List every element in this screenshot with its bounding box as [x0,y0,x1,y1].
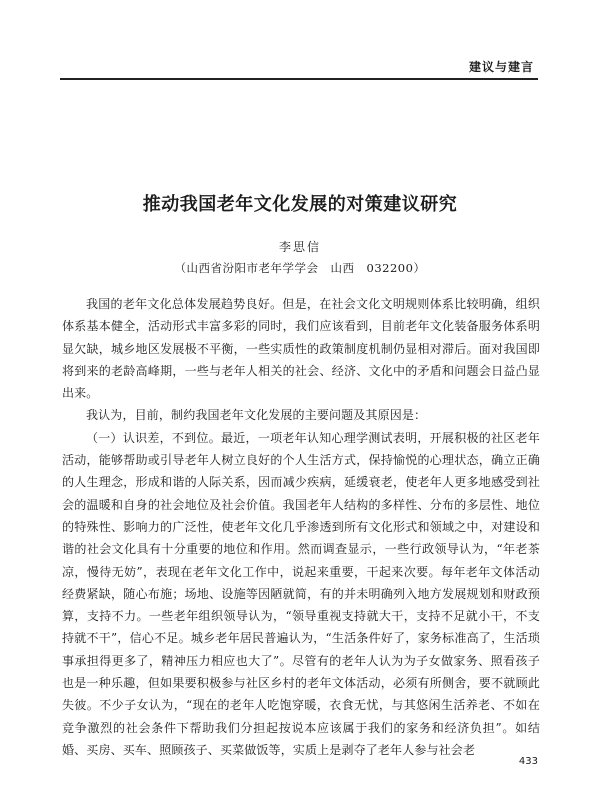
page-number: 433 [518,756,538,767]
header-rule [60,78,538,80]
author-affiliation: （山西省汾阳市老年学学会 山西 032200） [174,261,426,275]
paragraph-intro: 我国的老年文化总体发展趋势良好。但是，在社会文化文明规则体系比较明确，组织体系基本健全，活动形式丰富多彩的同时，我们应该看到，目前老年文化装备服务体系明显欠缺，城乡地区发展极不平衡，一些实质性的政策制度机制仍显相对滞后。面对我国即将到来的老龄高峰期，一些与老年人相关的社会、经济、文化中的矛盾和问题会日益凸显出来。 [62,297,540,401]
paragraph-point-one: （一）认识差，不到位。最近，一项老年认知心理学测试表明，开展积极的社区老年活动，能够帮助或引导老年人树立良好的个人生活方式，保持愉悦的心理状态，确立正确的人生理念，形成和谐的人际关系，因而减少疾病，延缓衰老，使老年人更多地感受到社会的温暖和自身的社会地位及社会价值。我国老年人结构的多样性、分布的多层性、地位的特殊性、影响力的广泛性，使老年文化几乎渗透到所有文化形式和领域之中，对建设和谐的社会文化具有十分重要的地位和作用。然而调查显示，一些行政领导认为，“年老茶凉，慢待无妨”，表现在老年文化工作中，说起来重要，干起来次要。每年老年文体活动经费紧缺，随心布施；场地、设施等因陋就简，有的并未明确列入地方发展规划和财政预算，支持不力。一些老年组织领导认为，“领导重视支持就大干，支持不足就小干，不支持就不干”，信心不足。城乡老年居民普遍认为，“生活条件好了，家务标准高了，生活琐事承担得更多了，精神压力相应也大了”。尽管有的老年人认为为子女做家务、照看孩子也是一种乐趣，但如果要积极参与社区乡村的老年文体活动，必须有所侧舍，要不就顾此失彼。不少子女认为，“现在的老年人吃饱穿暖，衣食无忧，与其悠闲生活养老、不如在竞争激烈的社会条件下帮助我们分担起按说本应该属于我们的家务和经济负担”。如结婚、买房、买车、照顾孩子、买菜做饭等，实质上是剥夺了老年人参与社会老 [62,430,540,757]
article-body [62,293,540,761]
article-author: 李思信 [278,240,321,254]
section-label: 建议与建言 [468,60,534,74]
paragraph-problems-lead: 我认为，目前，制约我国老年文化发展的主要问题及其原因是： [86,408,427,423]
article-title: 推动我国老年文化发展的对策建议研究 [142,194,458,215]
